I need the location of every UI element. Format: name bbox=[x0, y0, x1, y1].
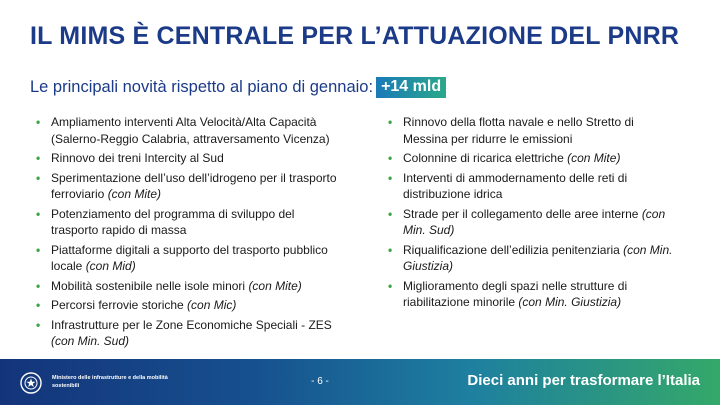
bullet-line bbox=[51, 258, 376, 275]
bullet-text: Ampliamento interventi Alta Velocità/Alta Capacità bbox=[51, 115, 317, 129]
bullet-item bbox=[388, 242, 703, 275]
right-bullet-list bbox=[388, 114, 703, 311]
bullet-line bbox=[51, 242, 376, 259]
bullet-dot-icon: • bbox=[36, 151, 41, 165]
bullet-dot-icon: • bbox=[388, 115, 393, 129]
bullet-line bbox=[403, 278, 703, 295]
bullet-line bbox=[403, 150, 703, 167]
footer-slogan: Dieci anni per trasformare l’Italia bbox=[467, 372, 700, 389]
bullet-line bbox=[403, 294, 703, 311]
bullet-item bbox=[388, 114, 703, 147]
bullet-note: Giustizia) bbox=[403, 259, 454, 273]
bullet-text: (Salerno-Reggio Calabria, attraversamento Vicenza) bbox=[51, 131, 330, 146]
bullet-line bbox=[403, 170, 703, 187]
bullet-text: Mobilità sostenibile nelle isole minori bbox=[51, 278, 249, 293]
ministry-name: Ministero delle infrastrutture e della mobilità sostenibili bbox=[52, 375, 168, 389]
bullet-dot-icon: • bbox=[36, 317, 41, 332]
bullet-line bbox=[51, 114, 376, 131]
bullet-line bbox=[51, 186, 376, 203]
slide-title: IL MIMS È CENTRALE PER L’ATTUAZIONE DEL PNRR bbox=[30, 22, 680, 50]
footer-bar bbox=[0, 359, 720, 405]
bullet-line bbox=[51, 317, 376, 334]
bullet-dot-icon: • bbox=[36, 206, 41, 221]
bullet-note: (con Min. Giustizia) bbox=[518, 295, 622, 309]
bullet-dot-icon: • bbox=[388, 242, 393, 257]
bullet-note: (con Mite) bbox=[567, 151, 621, 165]
bullet-text: distribuzione idrica bbox=[403, 187, 503, 201]
bullet-line bbox=[51, 222, 376, 239]
bullet-item bbox=[36, 206, 376, 239]
bullet-text: Messina per ridurre le emissioni bbox=[403, 131, 573, 146]
bullet-text: Miglioramento degli spazi nelle strutture di bbox=[403, 278, 628, 293]
bullet-dot-icon: • bbox=[36, 298, 41, 312]
bullet-text: Rinnovo dei treni Intercity al Sud bbox=[51, 151, 224, 165]
bullet-text: Rinnovo della flotta navale e nello Stretto di bbox=[403, 115, 634, 129]
bullet-text: Potenziamento del programma di sviluppo del bbox=[51, 206, 295, 221]
bullet-text: Riqualificazione dell’edilizia penitenziaria bbox=[403, 242, 624, 257]
bullet-text: ferroviario bbox=[51, 187, 108, 201]
bullet-text: Strade per il collegamento delle aree interne bbox=[403, 206, 642, 221]
bullet-line bbox=[51, 333, 376, 350]
amount-badge: +14 mld bbox=[376, 77, 446, 98]
bullet-item bbox=[388, 278, 703, 311]
bullet-line bbox=[403, 222, 703, 239]
bullet-dot-icon: • bbox=[36, 115, 41, 129]
left-column bbox=[36, 114, 376, 353]
bullet-line bbox=[403, 242, 703, 259]
bullet-note: (con Min. bbox=[623, 242, 673, 257]
bullet-line bbox=[51, 206, 376, 223]
bullet-text: Sperimentazione dell’uso dell’idrogeno per il trasporto bbox=[51, 170, 337, 185]
republic-emblem-icon bbox=[20, 372, 42, 394]
right-column bbox=[388, 114, 703, 314]
bullet-dot-icon: • bbox=[388, 151, 393, 165]
bullet-text: riabilitazione minorile bbox=[403, 295, 519, 309]
bullet-item bbox=[388, 206, 703, 239]
bullet-dot-icon: • bbox=[36, 278, 41, 293]
bullet-text: Piattaforme digitali a supporto del trasporto pubblico bbox=[51, 242, 328, 257]
bullet-line bbox=[403, 114, 703, 131]
subtitle-text: Le principali novità rispetto al piano di gennaio: bbox=[30, 78, 374, 96]
bullet-text: Infrastrutture per le Zone Economiche Speciali - ZES bbox=[51, 317, 332, 332]
bullet-note: (con Mid) bbox=[85, 259, 136, 273]
page-number: - 6 - bbox=[311, 376, 329, 387]
bullet-text: Interventi di ammodernamento delle reti di bbox=[403, 170, 628, 185]
bullet-note: (con Mite) bbox=[248, 278, 302, 293]
bullet-dot-icon: • bbox=[36, 242, 41, 257]
bullet-note: (con Mite) bbox=[107, 187, 162, 201]
bullet-item bbox=[36, 242, 376, 275]
bullet-item bbox=[36, 317, 376, 350]
bullet-note: (con bbox=[641, 206, 666, 221]
bullet-line bbox=[51, 131, 376, 148]
bullet-item bbox=[388, 170, 703, 203]
bullet-item bbox=[388, 150, 703, 167]
bullet-text: trasporto rapido di massa bbox=[51, 223, 187, 237]
bullet-note: Min. Sud) bbox=[403, 223, 455, 237]
bullet-line bbox=[51, 150, 376, 167]
bullet-text: Percorsi ferrovie storiche bbox=[51, 298, 188, 312]
left-bullet-list bbox=[36, 114, 376, 350]
bullet-item bbox=[36, 170, 376, 203]
bullet-dot-icon: • bbox=[388, 170, 393, 185]
bullet-note: (con Mic) bbox=[187, 298, 237, 312]
bullet-text: Colonnine di ricarica elettriche bbox=[403, 151, 568, 165]
bullet-line bbox=[51, 297, 376, 314]
bullet-item bbox=[36, 278, 376, 295]
bullet-line bbox=[51, 170, 376, 187]
bullet-dot-icon: • bbox=[36, 170, 41, 185]
bullet-line bbox=[403, 206, 703, 223]
bullet-line bbox=[403, 186, 703, 203]
bullet-item bbox=[36, 297, 376, 314]
bullet-dot-icon: • bbox=[388, 278, 393, 293]
bullet-line bbox=[403, 131, 703, 148]
bullet-line bbox=[403, 258, 703, 275]
bullet-item bbox=[36, 150, 376, 167]
bullet-note: (con Min. Sud) bbox=[51, 334, 130, 348]
bullet-dot-icon: • bbox=[388, 206, 393, 221]
bullet-line bbox=[51, 278, 376, 295]
bullet-item bbox=[36, 114, 376, 147]
subtitle bbox=[30, 77, 446, 98]
bullet-text: locale bbox=[51, 259, 86, 273]
